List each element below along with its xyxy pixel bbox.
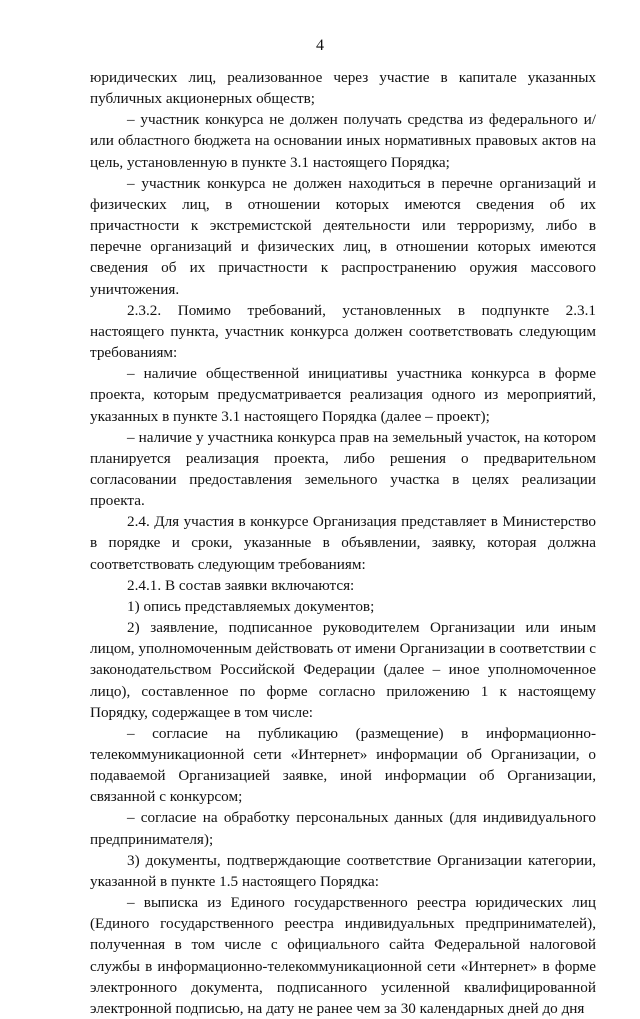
paragraph: – наличие общественной инициативы участника конкурса в форме проекта, которым предусматривается реализация одного из мероприятий, указанных в пункте 3.1 настоящего Порядка (далее – проект);: [90, 365, 596, 425]
paragraph: 2.3.2. Помимо требований, установленных в подпункте 2.3.1 настоящего пункта, участник конкурса должен соответствовать следующим требованиям:: [90, 301, 596, 362]
paragraph: юридических лиц, реализованное через участие в капитале указанных публичных акционерных обществ;: [90, 69, 596, 108]
paragraph: – участник конкурса не должен получать средства из федерального и/или областного бюджета на основании иных нормативных правовых актов на цель, установленную в пункте 3.1 настоящего Порядка;: [90, 111, 596, 171]
paragraph: – участник конкурса не должен находиться в перечне организаций и физических лиц, в отношении которых имеются сведения об их причастности к экстремистской деятельности или терроризму, либо в перечне организаций и физических лиц, в отношении которых имеются сведения об их причастности к распространению оружия массового уничтожения.: [90, 174, 596, 298]
paragraph: 2) заявление, подписанное руководителем Организации или иным лицом, уполномоченным действовать от имени Организации в соответствии с законодательством Российской Федерации (далее – иное уполномоченное лицо), составленное по форме согласно приложению 1 к настоящему Порядку, содержащее в том числе:: [90, 619, 596, 721]
paragraph: 3) документы, подтверждающие соответствие Организации категории, указанной в пункте 1.5 настоящего Порядка:: [90, 851, 596, 890]
paragraph: – согласие на обработку персональных данных (для индивидуального предпринимателя);: [90, 809, 596, 848]
paragraph: – согласие на публикацию (размещение) в информационно-телекоммуникационной сети «Интернет» информации об Организации, о подаваемой Организацией заявке, иной информации об Организации, связанной с конкурсом;: [90, 724, 596, 806]
paragraph: – выписка из Единого государственного реестра юридических лиц (Единого государственного реестра индивидуальных предпринимателей), полученная в том числе с официального сайта Федеральной налоговой службы в информационно-телекоммуникационной сети «Интернет» в форме электронного документа, подписанного усиленной квалифицированной электронной подписью, на дату не ранее чем за 30 календарных дней до дня: [90, 894, 596, 1017]
paragraph: 2.4. Для участия в конкурсе Организация представляет в Министерство в порядке и сроки, указанные в объявлении, заявку, которая должна соответствовать следующим требованиям:: [90, 513, 596, 573]
paragraph: – наличие у участника конкурса прав на земельный участок, на котором планируется реализация проекта, либо решения о предварительном согласовании предоставления земельного участка в целях реализации проекта.: [90, 428, 596, 510]
page-number: 4: [316, 37, 324, 54]
document-body: [90, 67, 596, 1019]
paragraph: 1) опись представляемых документов;: [127, 597, 375, 615]
paragraph: 2.4.1. В состав заявки включаются:: [127, 576, 355, 594]
